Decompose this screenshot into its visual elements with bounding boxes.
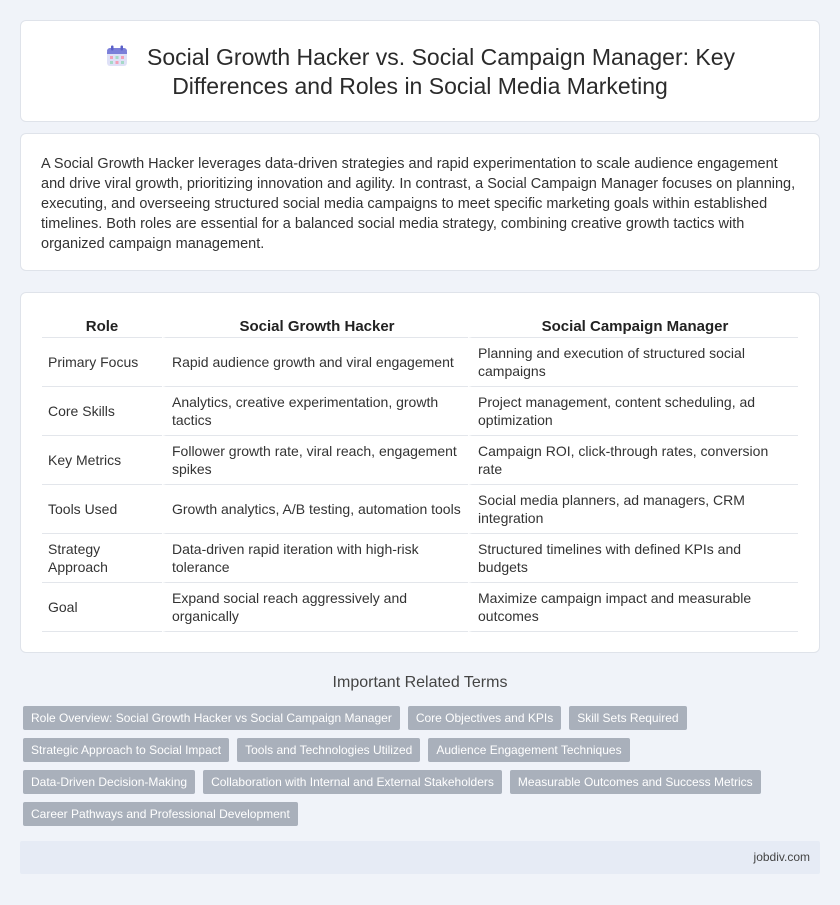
related-terms-title: Important Related Terms xyxy=(332,674,508,691)
growth-hacker-cell: Expand social reach aggressively and organically xyxy=(162,583,468,632)
related-terms-list xyxy=(23,706,813,834)
campaign-manager-cell: Planning and execution of structured social campaigns xyxy=(468,338,798,387)
row-label: Strategy Approach xyxy=(42,534,162,583)
related-term-tag[interactable]: Collaboration with Internal and External Stakeholders xyxy=(203,770,502,794)
related-term-tag[interactable]: Strategic Approach to Social Impact xyxy=(23,738,229,762)
related-term-tag[interactable]: Career Pathways and Professional Development xyxy=(23,802,298,826)
related-term-tag[interactable]: Role Overview: Social Growth Hacker vs Social Campaign Manager xyxy=(23,706,400,730)
comparison-card xyxy=(20,292,820,653)
comparison-table xyxy=(42,316,798,632)
table-header-row xyxy=(42,316,798,338)
table-row xyxy=(42,338,798,387)
header-role: Role xyxy=(42,316,162,338)
related-term-tag[interactable]: Skill Sets Required xyxy=(569,706,686,730)
row-label: Key Metrics xyxy=(42,436,162,485)
growth-hacker-cell: Growth analytics, A/B testing, automation tools xyxy=(162,485,468,534)
campaign-manager-cell: Maximize campaign impact and measurable outcomes xyxy=(468,583,798,632)
title-card xyxy=(20,20,820,122)
campaign-manager-cell: Project management, content scheduling, ad optimization xyxy=(468,387,798,436)
related-term-tag[interactable]: Tools and Technologies Utilized xyxy=(237,738,420,762)
row-label: Primary Focus xyxy=(42,338,162,387)
calendar-icon xyxy=(105,44,129,68)
table-row xyxy=(42,485,798,534)
growth-hacker-cell: Rapid audience growth and viral engagement xyxy=(162,338,468,387)
growth-hacker-cell: Follower growth rate, viral reach, engagement spikes xyxy=(162,436,468,485)
campaign-manager-cell: Campaign ROI, click-through rates, conversion rate xyxy=(468,436,798,485)
header-growth-hacker: Social Growth Hacker xyxy=(162,316,468,338)
campaign-manager-cell: Social media planners, ad managers, CRM integration xyxy=(468,485,798,534)
row-label: Core Skills xyxy=(42,387,162,436)
campaign-manager-cell: Structured timelines with defined KPIs and budgets xyxy=(468,534,798,583)
page-title-text: Social Growth Hacker vs. Social Campaign Manager: Key Differences and Roles in Social Media Marketing xyxy=(146,44,736,99)
footer xyxy=(20,841,820,874)
table-row xyxy=(42,436,798,485)
table-row xyxy=(42,534,798,583)
footer-site-link[interactable]: jobdiv.com xyxy=(753,850,810,864)
related-term-tag[interactable]: Core Objectives and KPIs xyxy=(408,706,561,730)
related-term-tag[interactable]: Measurable Outcomes and Success Metrics xyxy=(510,770,761,794)
table-row xyxy=(42,583,798,632)
table-row xyxy=(42,387,798,436)
row-label: Tools Used xyxy=(42,485,162,534)
related-term-tag[interactable]: Audience Engagement Techniques xyxy=(428,738,629,762)
growth-hacker-cell: Data-driven rapid iteration with high-risk tolerance xyxy=(162,534,468,583)
header-campaign-manager: Social Campaign Manager xyxy=(468,316,798,338)
row-label: Goal xyxy=(42,583,162,632)
related-term-tag[interactable]: Data-Driven Decision-Making xyxy=(23,770,195,794)
intro-paragraph: A Social Growth Hacker leverages data-driven strategies and rapid experimentation to scale audience engagement and drive viral growth, prioritizing innovation and agility. In contrast, a Social Campaign Manager focuses on planning, executing, and overseeing structured social media campaigns to meet specific marketing goals within established timelines. Both roles are essential for a balanced social media strategy, combining creative growth tactics with organized campaign management. xyxy=(41,156,796,252)
growth-hacker-cell: Analytics, creative experimentation, growth tactics xyxy=(162,387,468,436)
page-title xyxy=(21,43,819,101)
intro-card xyxy=(20,133,820,271)
